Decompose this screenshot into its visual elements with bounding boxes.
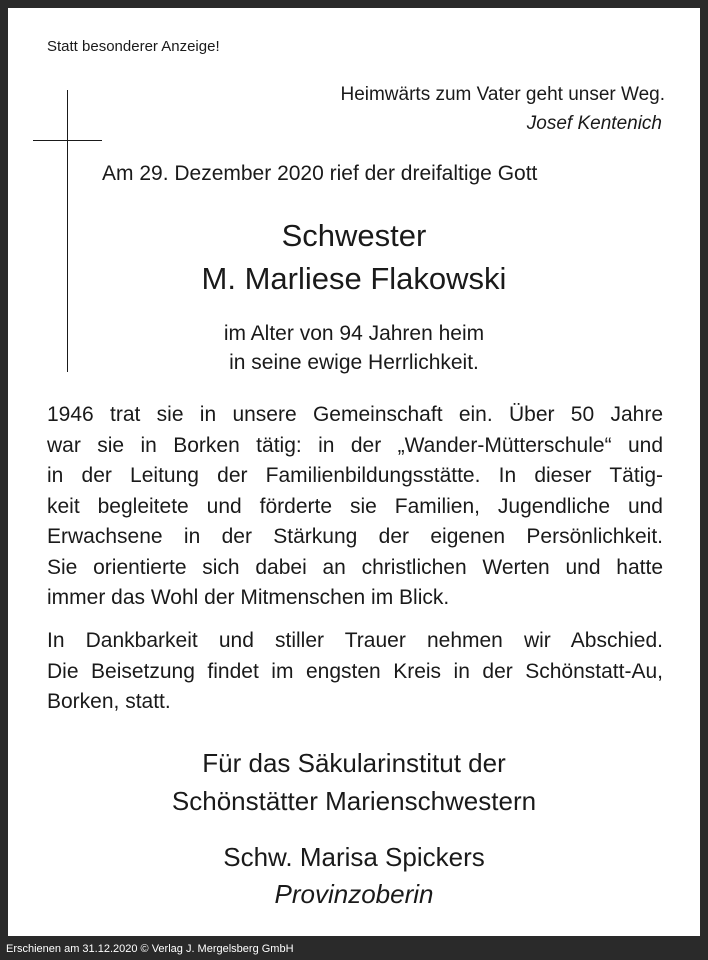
text-line: Sie orientierte sich dabei an christlichen Werten und hatte: [47, 555, 663, 579]
text-line: Borken, statt.: [47, 690, 171, 713]
motto-quote: Heimwärts zum Vater geht unser Weg.: [340, 84, 665, 105]
deceased-name: M. Marliese Flakowski: [201, 261, 507, 296]
text-line: immer das Wohl der Mitmenschen im Blick.: [47, 586, 450, 609]
text-line: in der Leitung der Familienbildungsstätte. In dieser Tätig-: [47, 464, 663, 487]
text-line: In Dankbarkeit und stiller Trauer nehmen wir Abschied.: [47, 629, 663, 652]
farewell-paragraph: [47, 626, 663, 718]
cross-icon-bar: [33, 140, 102, 141]
text-line: war sie in Borken tätig: in der „Wander-Mütterschule“ und: [47, 433, 663, 457]
age-line: im Alter von 94 Jahren heim: [223, 322, 485, 345]
text-line: keit begleitete und förderte sie Familien, Jugendliche und: [47, 494, 663, 518]
signer-title: Provinzoberin: [274, 879, 434, 909]
publication-footer: Erschienen am 31.12.2020 © Verlag J. Mergelsberg GmbH: [6, 943, 294, 955]
deceased-title: Schwester: [281, 218, 427, 253]
text-line: 1946 trat sie in unsere Gemeinschaft ein. Über 50 Jahre: [47, 403, 663, 426]
text-line: Erwachsene in der Stärkung der eigenen Persönlichkeit.: [47, 525, 663, 548]
age-line-continued: in seine ewige Herrlichkeit.: [229, 351, 479, 374]
signer-name: Schw. Marisa Spickers: [223, 842, 485, 872]
death-announcement: Am 29. Dezember 2020 rief der dreifaltige Gott: [102, 162, 538, 185]
obituary-notice: [8, 8, 700, 936]
notice-heading: Statt besonderer Anzeige!: [47, 38, 220, 55]
motto-author: Josef Kentenich: [526, 113, 662, 134]
biography-paragraph: [47, 400, 663, 614]
institute-name: Schönstätter Marienschwestern: [171, 786, 537, 816]
text-line: Die Beisetzung findet im engsten Kreis in der Schönstatt-Au,: [47, 659, 663, 683]
institute-line: Für das Säkularinstitut der: [202, 748, 506, 778]
